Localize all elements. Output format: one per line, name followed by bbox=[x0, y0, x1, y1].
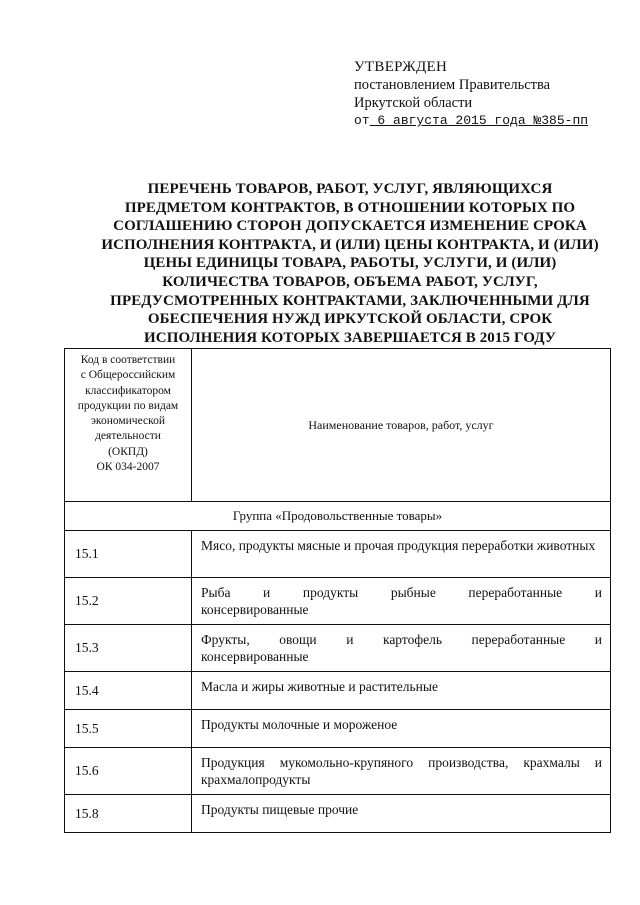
title-line: ИСПОЛНЕНИЯ КОТОРЫХ ЗАВЕРШАЕТСЯ В 2015 ГОДУ bbox=[144, 329, 556, 346]
row-name: Масла и жиры животные и растительные bbox=[192, 672, 611, 710]
title-line: ПЕРЕЧЕНЬ ТОВАРОВ, РАБОТ, УСЛУГ, ЯВЛЯЮЩИХСЯ bbox=[147, 181, 553, 197]
table-header-row bbox=[65, 349, 611, 502]
row-code: 15.5 bbox=[65, 710, 192, 748]
table-row bbox=[65, 672, 611, 710]
header-code-line: с Общероссийским bbox=[80, 369, 176, 382]
table-row bbox=[65, 578, 611, 625]
header-code-line: экономической bbox=[91, 415, 165, 428]
row-code: 15.4 bbox=[65, 672, 192, 710]
title-line: ИСПОЛНЕНИЯ КОНТРАКТА, И (ИЛИ) ЦЕНЫ КОНТРАКТА, И (ИЛИ) bbox=[101, 236, 599, 253]
decree-number: №385-пп bbox=[533, 113, 589, 128]
header-code-line: (ОКПД) bbox=[108, 445, 148, 458]
title-line: ЦЕНЫ ЕДИНИЦЫ ТОВАРА, РАБОТЫ, УСЛУГИ, И (ИЛИ) bbox=[143, 255, 557, 272]
title-line: КОЛИЧЕСТВА ТОВАРОВ, ОБЪЕМА РАБОТ, УСЛУГ, bbox=[162, 273, 538, 290]
row-name: Продукты пищевые прочие bbox=[192, 795, 611, 833]
title-line: ПРЕДУСМОТРЕННЫХ КОНТРАКТАМИ, ЗАКЛЮЧЕННЫМИ ДЛЯ bbox=[110, 292, 590, 309]
header-code-line: ОК 034-2007 bbox=[96, 461, 160, 474]
header-code-line: деятельности bbox=[95, 430, 161, 443]
row-name: Продукты молочные и мороженое bbox=[192, 710, 611, 748]
table-row bbox=[65, 531, 611, 578]
title-line: СОГЛАШЕНИЮ СТОРОН ДОПУСКАЕТСЯ ИЗМЕНЕНИЕ СРОКА bbox=[113, 218, 587, 235]
header-code-cell bbox=[65, 349, 192, 502]
approval-line-1: постановлением Правительства bbox=[354, 77, 551, 93]
header-code-line: Код в соответствии bbox=[80, 354, 176, 366]
approval-date-line bbox=[354, 112, 588, 130]
header-code-line: продукции по видам bbox=[77, 399, 179, 412]
title-line: ПРЕДМЕТОМ КОНТРАКТОВ, В ОТНОШЕНИИ КОТОРЫХ ПО bbox=[124, 199, 576, 216]
document-title bbox=[80, 180, 620, 347]
row-name: Продукция мукомольно-крупяного производства, крахмалы и крахмалопродукты bbox=[192, 748, 611, 795]
group-title: Группа «Продовольственные товары» bbox=[65, 502, 611, 531]
row-code: 15.3 bbox=[65, 625, 192, 672]
row-name: Фрукты, овощи и картофель переработанные и консервированные bbox=[192, 625, 611, 672]
date-value: 6 августа 2015 года bbox=[369, 113, 534, 128]
table-row bbox=[65, 710, 611, 748]
approval-block bbox=[354, 58, 588, 130]
header-code-line: классификатором bbox=[85, 384, 171, 397]
goods-table bbox=[64, 348, 611, 833]
approval-heading: УТВЕРЖДЕН bbox=[354, 59, 448, 75]
row-name: Мясо, продукты мясные и прочая продукция переработки животных bbox=[192, 531, 611, 578]
table-row bbox=[65, 795, 611, 833]
row-code: 15.1 bbox=[65, 531, 192, 578]
group-row bbox=[65, 502, 611, 531]
row-name: Рыба и продукты рыбные переработанные и консервированные bbox=[192, 578, 611, 625]
row-code: 15.6 bbox=[65, 748, 192, 795]
table-row bbox=[65, 748, 611, 795]
table-row bbox=[65, 625, 611, 672]
header-name-cell: Наименование товаров, работ, услуг bbox=[192, 349, 611, 502]
title-line: ОБЕСПЕЧЕНИЯ НУЖД ИРКУТСКОЙ ОБЛАСТИ, СРОК bbox=[147, 311, 553, 328]
date-prefix: от bbox=[354, 113, 370, 128]
row-code: 15.8 bbox=[65, 795, 192, 833]
row-code: 15.2 bbox=[65, 578, 192, 625]
approval-line-2: Иркутской области bbox=[354, 95, 473, 111]
